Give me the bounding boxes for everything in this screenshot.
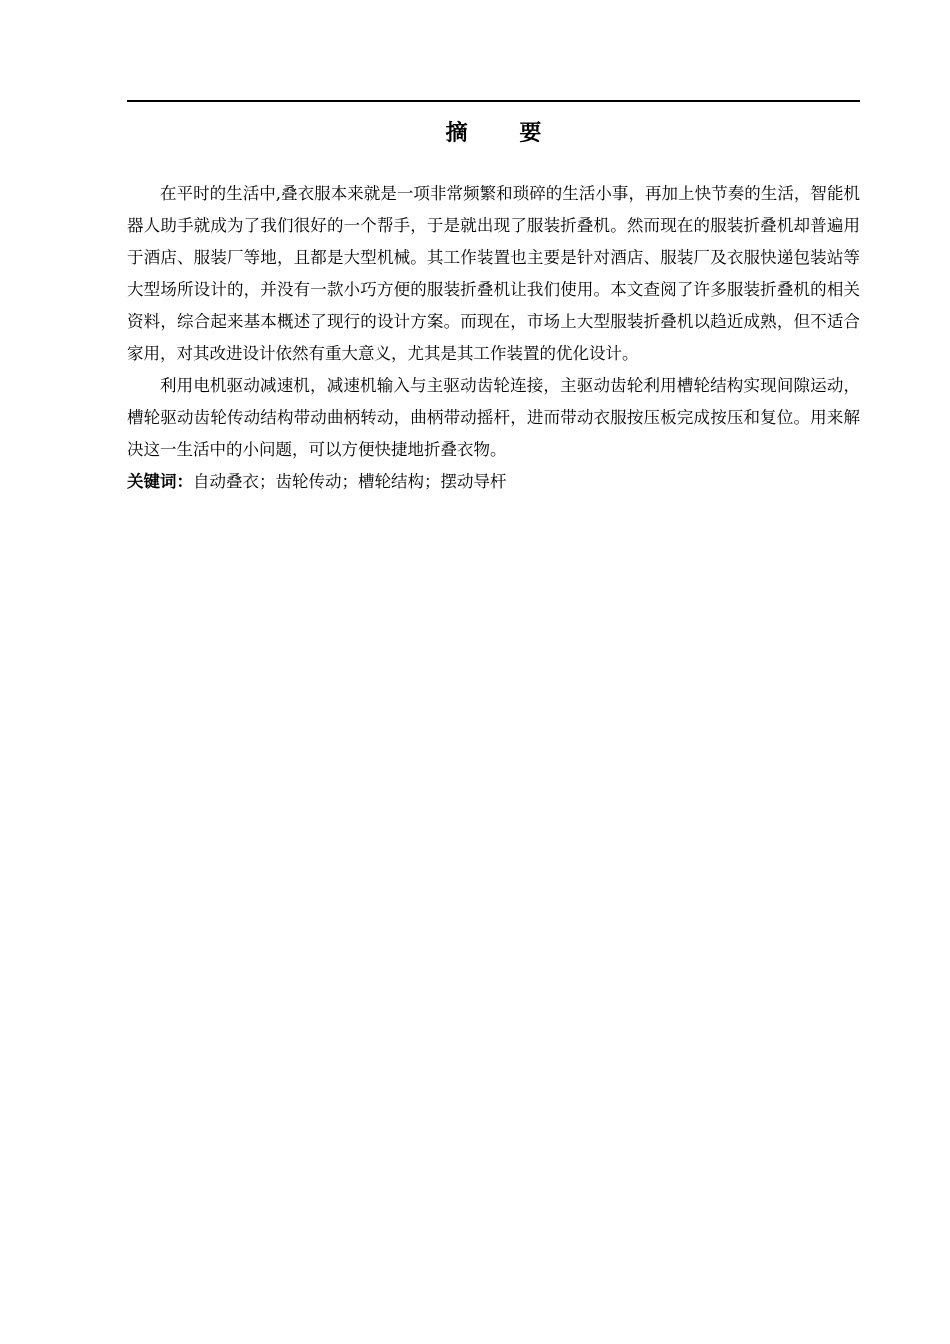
keywords-label: 关键词： bbox=[127, 472, 193, 491]
abstract-body bbox=[127, 178, 860, 498]
keywords-line bbox=[127, 466, 860, 498]
abstract-paragraph-2: 利用电机驱动减速机，减速机输入与主驱动齿轮连接，主驱动齿轮利用槽轮结构实现间隙运动，槽轮驱动齿轮传动结构带动曲柄转动，曲柄带动摇杆，进而带动衣服按压板完成按压和复位。用来解决这一生活中的小问题，可以方便快捷地折叠衣物。 bbox=[127, 376, 860, 459]
keywords-text: 自动叠衣；齿轮传动；槽轮结构；摆动导杆 bbox=[193, 472, 507, 491]
abstract-paragraph-1: 在平时的生活中,叠衣服本来就是一项非常频繁和琐碎的生活小事，再加上快节奏的生活，智能机器人助手就成为了我们很好的一个帮手，于是就出现了服装折叠机。然而现在的服装折叠机却普遍用于酒店、服装厂等地，且都是大型机械。其工作装置也主要是针对酒店、服装厂及衣服快递包装站等大型场所设计的，并没有一款小巧方便的服装折叠机让我们使用。本文查阅了许多服装折叠机的相关资料，综合起来基本概述了现行的设计方案。而现在，市场上大型服装折叠机以趋近成熟，但不适合家用，对其改进设计依然有重大意义，尤其是其工作装置的优化设计。 bbox=[127, 184, 860, 363]
header-rule bbox=[127, 100, 860, 102]
page-title: 摘 要 bbox=[445, 121, 564, 146]
